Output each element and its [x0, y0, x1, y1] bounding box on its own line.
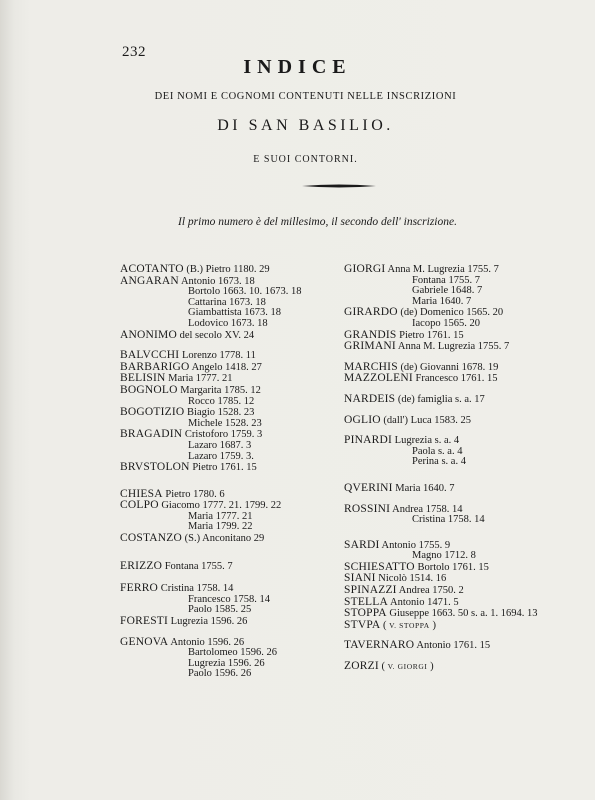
- entry-surname: ROSSINI: [344, 502, 391, 515]
- subentry-text: Cristina 1758. 14: [412, 514, 485, 526]
- index-note: Il primo numero è del millesimo, il secondo dell' inscrizione.: [178, 216, 457, 228]
- entry-surname: MAZZOLENI: [344, 372, 413, 385]
- subentry-text: Iacopo 1565. 20: [412, 317, 480, 329]
- entry-details: Anna M. Lugrezia 1755. 7: [395, 341, 510, 353]
- index-entry: [120, 616, 350, 628]
- entry-details: Giuseppe 1663. 50 s. a. 1. 1694. 13: [386, 608, 538, 620]
- entry-details: Antonio 1755. 9: [379, 539, 451, 551]
- entry-details: Pietro 1761. 15: [396, 329, 464, 341]
- entry-details: (B.) Pietro 1180. 29: [183, 264, 270, 275]
- entry-surname: FORESTI: [120, 615, 169, 628]
- entry-details: (de) famiglia s. a. 17: [395, 393, 485, 405]
- entry-surname: ANGARAN: [120, 274, 179, 287]
- entry-details: Lugrezia s. a. 4: [392, 435, 460, 447]
- entry-surname: TAVERNARO: [344, 639, 415, 652]
- entry-details: Nicolò 1514. 16: [375, 573, 447, 585]
- entry-details: Maria 1777. 21: [165, 373, 233, 385]
- subentry-text: Francesco 1758. 14: [188, 593, 270, 605]
- entry-crossref-open: (: [380, 619, 390, 631]
- entry-surname: GIRARDO: [344, 306, 398, 319]
- entry-surname: STELLA: [344, 595, 388, 608]
- subtitle-line-2: DI SAN BASILIO.: [217, 117, 394, 134]
- subentry-text: Paolo 1596. 26: [188, 668, 252, 680]
- entry-details: Andrea 1750. 2: [396, 585, 464, 597]
- index-subentry: [344, 515, 584, 526]
- entry-surname: BRAGADIN: [120, 428, 183, 441]
- entry-details: Anna M. Lugrezia 1755. 7: [385, 264, 499, 275]
- entry-details: (S.) Anconitano 29: [182, 533, 265, 545]
- entry-details: Andrea 1758. 14: [390, 503, 463, 515]
- entry-surname: SARDI: [344, 538, 380, 551]
- index-entry: [344, 661, 584, 673]
- entry-crossref-open: (: [378, 661, 388, 673]
- entry-surname: ERIZZO: [120, 559, 163, 572]
- entry-surname: BALVCCHI: [120, 349, 180, 362]
- right-column: [344, 264, 584, 673]
- page-number: 232: [122, 44, 146, 60]
- subentry-text: Maria 1799. 22: [188, 521, 253, 533]
- left-column: [120, 264, 350, 680]
- entry-surname: QVERINI: [344, 481, 393, 494]
- subentry-text: Maria 1640. 7: [412, 295, 472, 307]
- entry-surname: BOGOTIZIO: [120, 406, 185, 419]
- index-entry: [344, 394, 584, 406]
- entry-surname: GRANDIS: [344, 328, 397, 341]
- index-entry: [344, 483, 584, 495]
- entry-details: Antonio 1596. 26: [168, 636, 245, 648]
- entry-crossref: V. STOPPA: [389, 620, 430, 630]
- entry-surname: BRVSTOLON: [120, 461, 190, 474]
- entry-crossref-close: ): [429, 619, 436, 631]
- index-title: INDICE: [243, 56, 352, 78]
- entry-details: Fontana 1755. 7: [162, 560, 233, 572]
- entry-crossref-close: ): [427, 661, 434, 673]
- entry-details: Antonio 1761. 15: [414, 640, 491, 652]
- entry-surname: STOPPA: [344, 607, 387, 620]
- entry-surname: MARCHIS: [344, 360, 398, 373]
- entry-details: del secolo XV. 24: [176, 329, 255, 341]
- entry-surname: STVPA: [344, 618, 381, 631]
- entry-details: (dall') Luca 1583. 25: [380, 414, 472, 426]
- entry-surname: SCHIESATTO: [344, 560, 415, 573]
- subtitle-line-3: E SUOI CONTORNI.: [253, 154, 358, 165]
- entry-details: Cristoforo 1759. 3: [182, 429, 263, 441]
- index-entry: [120, 561, 350, 573]
- index-subentry: [344, 457, 584, 468]
- subtitle-line-1: DEI NOMI E COGNOMI CONTENUTI NELLE INSCRIZIONI: [154, 91, 457, 102]
- entry-surname: PINARDI: [344, 434, 393, 447]
- entry-surname: ANONIMO: [120, 328, 177, 341]
- subentry-text: Lazaro 1687. 3: [188, 439, 252, 451]
- entry-details: Pietro 1780. 6: [162, 488, 225, 500]
- subentry-text: Cattarina 1673. 18: [188, 296, 266, 308]
- index-entry: [344, 373, 584, 385]
- entry-details: Antonio 1673. 18: [178, 275, 255, 287]
- subentry-text: Paola s. a. 4: [412, 445, 463, 457]
- index-entry: [120, 533, 350, 545]
- index-entry: [344, 640, 584, 652]
- entry-surname: SIANI: [344, 572, 376, 585]
- entry-surname: BELISIN: [120, 372, 166, 385]
- subentry-text: Gabriele 1648. 7: [412, 285, 483, 297]
- entry-surname: COSTANZO: [120, 532, 183, 545]
- entry-surname: NARDEIS: [344, 392, 396, 405]
- index-entry: [120, 330, 350, 342]
- entry-surname: CHIESA: [120, 487, 163, 500]
- entry-details: (de) Giovanni 1678. 19: [397, 361, 499, 373]
- subentry-text: Fontana 1755. 7: [412, 274, 480, 286]
- ornamental-rule: [302, 184, 376, 187]
- entry-details: Pietro 1761. 15: [189, 462, 257, 474]
- entry-details: Lorenzo 1778. 11: [179, 350, 256, 362]
- entry-details: (de) Domenico 1565. 20: [397, 307, 504, 319]
- entry-details: Francesco 1761. 15: [412, 373, 498, 385]
- index-entry: [120, 462, 350, 474]
- entry-surname: GRIMANI: [344, 340, 396, 353]
- entry-details: Lugrezia 1596. 26: [168, 616, 248, 628]
- subentry-text: Michele 1528. 23: [188, 417, 262, 429]
- subentry-text: Lugrezia 1596. 26: [188, 657, 265, 669]
- entry-details: Bortolo 1761. 15: [414, 561, 489, 573]
- entry-details: Maria 1640. 7: [392, 482, 455, 494]
- entry-surname: ACOTANTO: [120, 263, 184, 275]
- index-entry: [344, 562, 584, 574]
- entry-surname: GIORGI: [344, 263, 386, 275]
- entry-details: Giacomo 1777. 21. 1799. 22: [158, 500, 282, 512]
- subentry-text: Maria 1777. 21: [188, 510, 253, 522]
- entry-details: Margarita 1785. 12: [177, 384, 261, 396]
- subentry-text: Bortolo 1663. 10. 1673. 18: [188, 286, 302, 298]
- entry-surname: OGLIO: [344, 413, 381, 426]
- subentry-text: Rocco 1785. 12: [188, 395, 255, 407]
- subentry-text: Lazaro 1759. 3.: [188, 450, 254, 462]
- subentry-text: Bartolomeo 1596. 26: [188, 647, 277, 659]
- subentry-text: Lodovico 1673. 18: [188, 317, 268, 329]
- entry-crossref: V. GIORGI: [387, 662, 428, 672]
- entry-surname: COLPO: [120, 499, 159, 512]
- index-entry: [344, 620, 584, 632]
- entry-surname: BARBARIGO: [120, 360, 190, 373]
- entry-details: Antonio 1471. 5: [388, 596, 459, 608]
- entry-surname: GENOVA: [120, 635, 169, 648]
- subentry-text: Magno 1712. 8: [412, 550, 476, 562]
- subentry-text: Paolo 1585. 25: [188, 604, 252, 616]
- subentry-text: Perina s. a. 4: [412, 456, 466, 468]
- index-subentry: [120, 669, 350, 680]
- index-entry: [344, 341, 584, 353]
- index-entry: [344, 415, 584, 427]
- index-entry: [344, 435, 584, 447]
- entry-details: Angelo 1418. 27: [189, 361, 262, 373]
- entry-surname: BOGNOLO: [120, 383, 178, 396]
- entry-surname: FERRO: [120, 582, 159, 595]
- entry-details: Biagio 1528. 23: [184, 407, 255, 419]
- subentry-text: Giambattista 1673. 18: [188, 307, 282, 319]
- entry-details: Cristina 1758. 14: [158, 583, 234, 595]
- entry-surname: ZORZI: [344, 660, 379, 673]
- entry-surname: SPINAZZI: [344, 584, 397, 597]
